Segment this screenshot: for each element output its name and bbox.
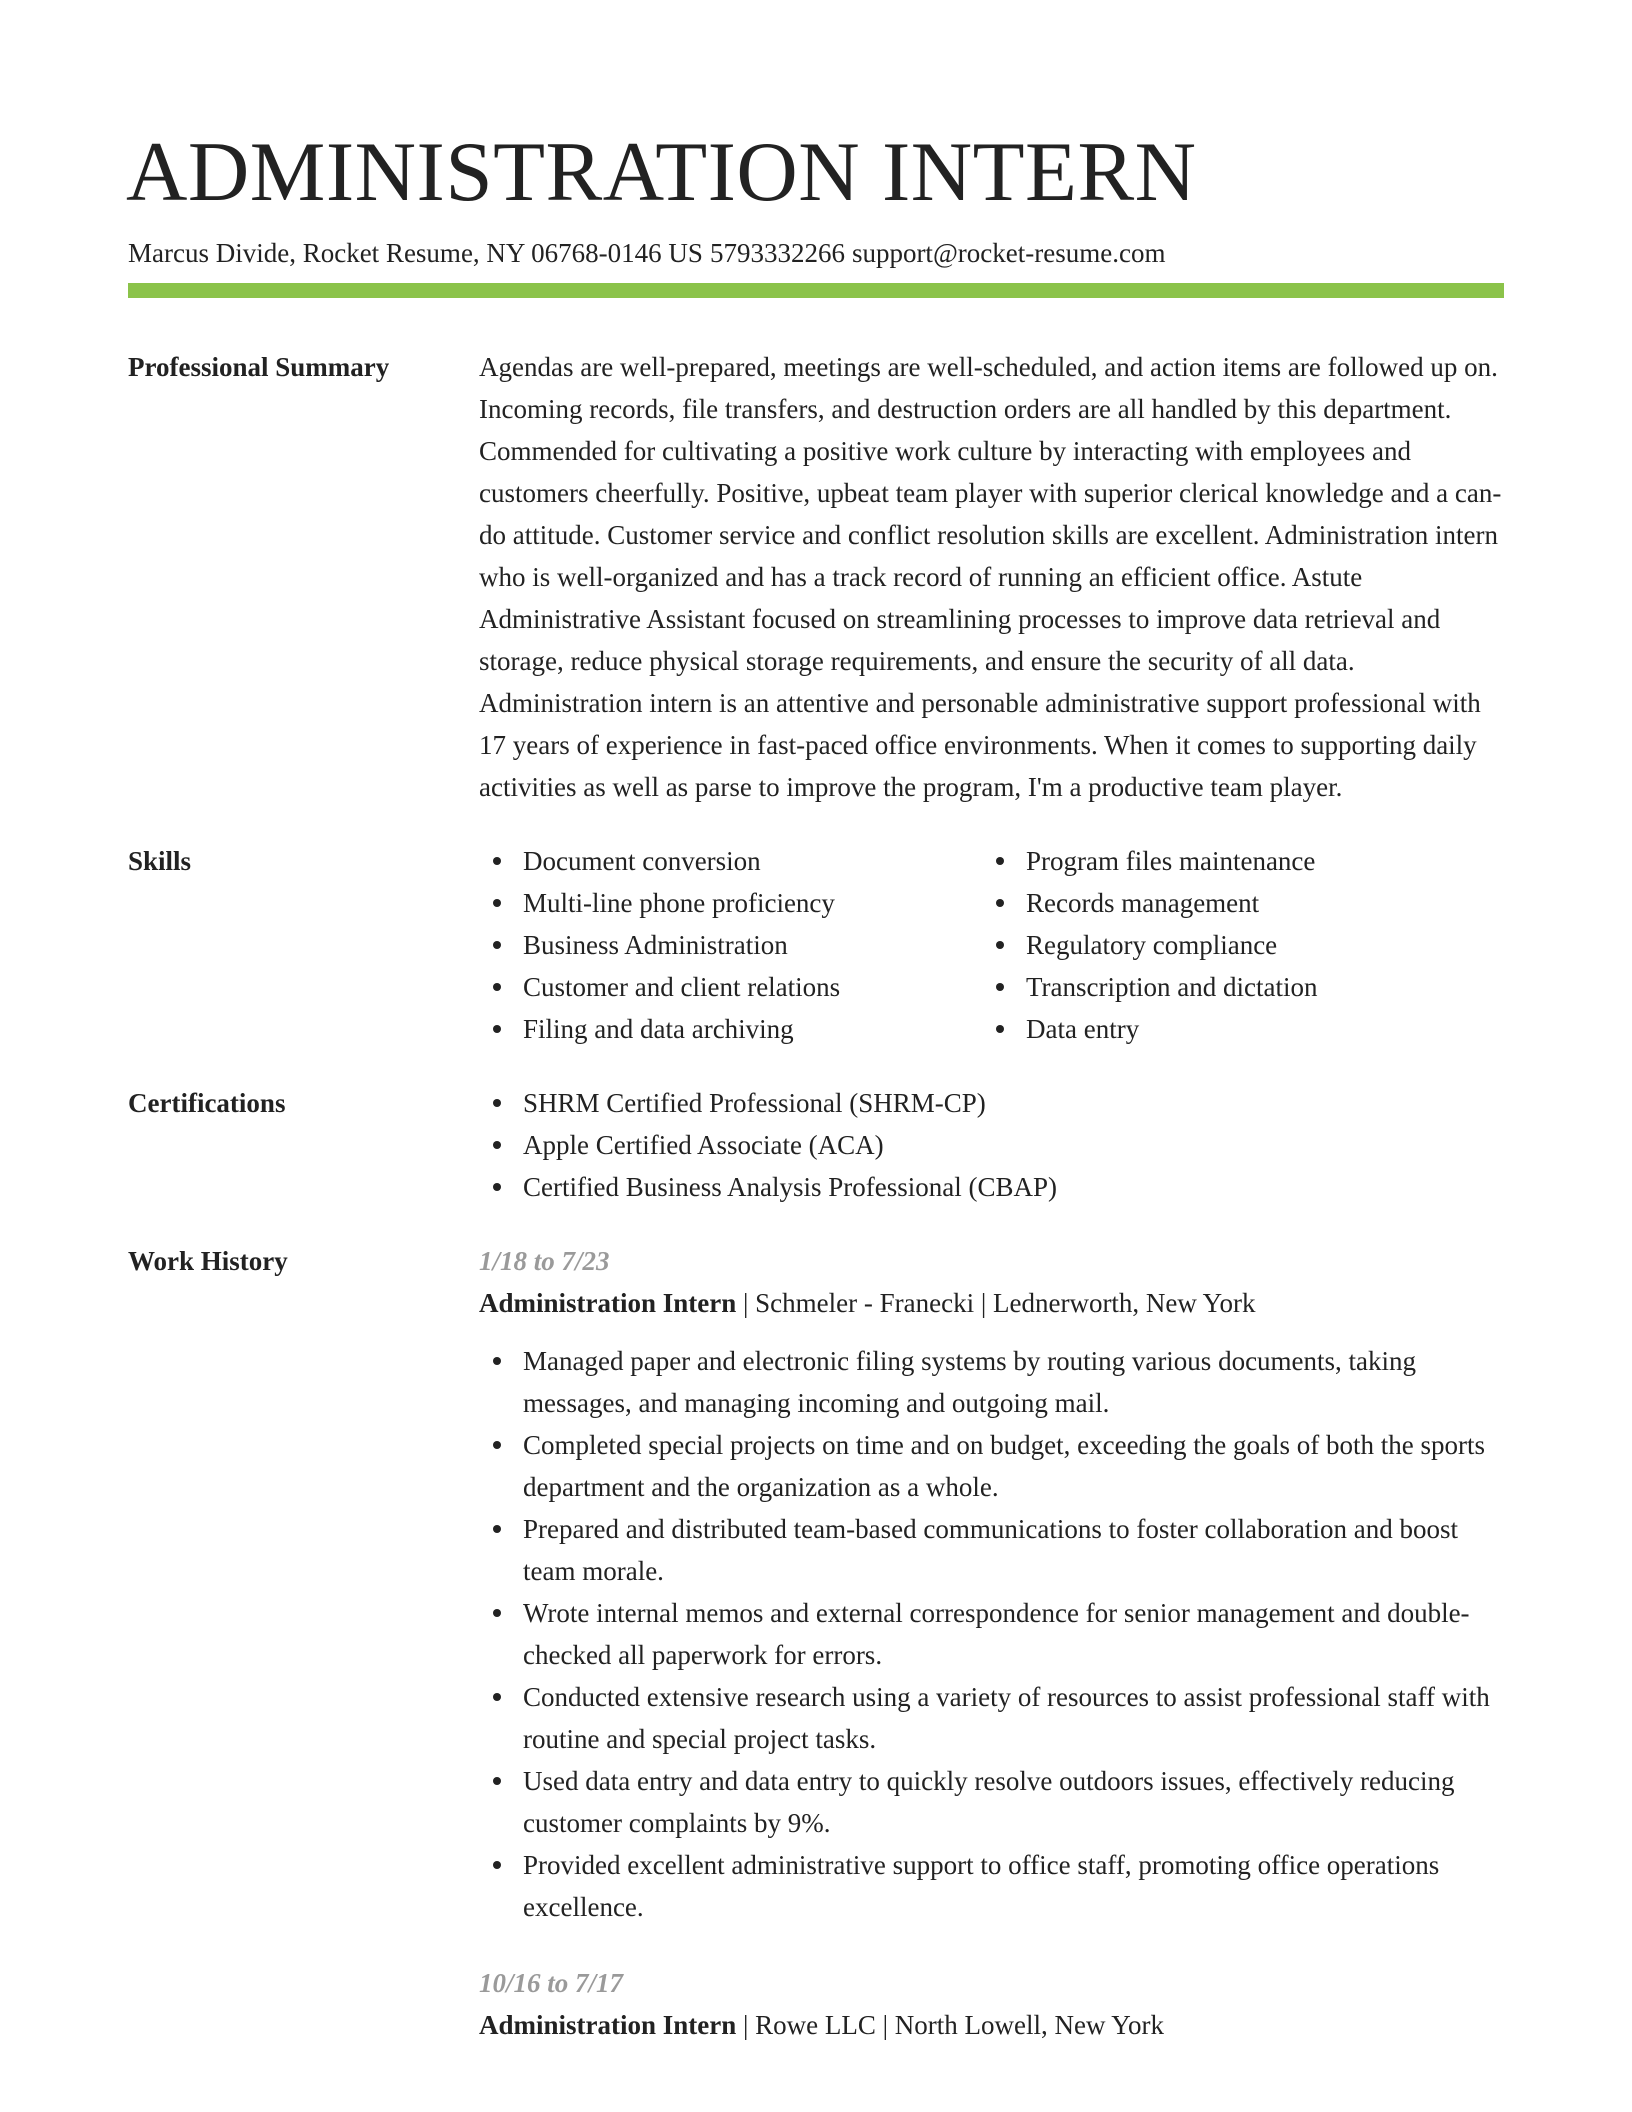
job-entry xyxy=(479,1240,1504,1928)
skill-item xyxy=(1026,840,1485,882)
certifications-heading: Certifications xyxy=(128,1088,286,1118)
skill-item xyxy=(523,1008,982,1050)
job-bullet xyxy=(523,1844,1504,1928)
bullet-dot-icon xyxy=(493,941,501,949)
skill-item-text: Customer and client relations xyxy=(523,972,841,1002)
job-dates: 1/18 to 7/23 xyxy=(479,1246,610,1276)
skill-item-text: Program files maintenance xyxy=(1026,846,1316,876)
job-entry xyxy=(479,1962,1504,2046)
job-title: Administration Intern xyxy=(479,2010,737,2040)
work-history-section xyxy=(128,1240,1504,2046)
bullet-dot-icon xyxy=(493,1099,501,1107)
job-bullet xyxy=(523,1424,1504,1508)
bullet-dot-icon xyxy=(493,983,501,991)
skill-item xyxy=(1026,882,1485,924)
skill-item xyxy=(523,882,982,924)
bullet-dot-icon xyxy=(493,1861,501,1869)
job-bullet-text: Used data entry and data entry to quickly resolve outdoors issues, effectively reducing customer complaints by 9%. xyxy=(523,1766,1455,1838)
bullet-dot-icon xyxy=(493,1693,501,1701)
certification-item-text: Apple Certified Associate (ACA) xyxy=(523,1130,884,1160)
skill-item-text: Multi-line phone proficiency xyxy=(523,888,835,918)
job-title: Administration Intern xyxy=(479,1288,737,1318)
bullet-dot-icon xyxy=(493,1025,501,1033)
job-bullet xyxy=(523,1340,1504,1424)
job-bullet xyxy=(523,1676,1504,1760)
skills-list-left xyxy=(479,840,982,1050)
job-title-line xyxy=(479,2004,1504,2046)
job-bullet xyxy=(523,1592,1504,1676)
job-bullet-text: Completed special projects on time and on budget, exceeding the goals of both the sports department and the organization as a whole. xyxy=(523,1430,1486,1502)
job-bullet-text: Provided excellent administrative support to office staff, promoting office operations excellence. xyxy=(523,1850,1440,1922)
certifications-section xyxy=(128,1082,1504,1208)
summary-heading: Professional Summary xyxy=(128,352,390,382)
skill-item-text: Document conversion xyxy=(523,846,761,876)
job-bullet xyxy=(523,1760,1504,1844)
work-history-heading: Work History xyxy=(128,1246,288,1276)
work-history-jobs xyxy=(479,1240,1504,2046)
contact-email: support@rocket-resume.com xyxy=(851,238,1166,268)
job-dates: 10/16 to 7/17 xyxy=(479,1968,624,1998)
contact-name-location: Marcus Divide, Rocket Resume, NY 06768-0146 US xyxy=(128,238,703,268)
skill-item xyxy=(1026,924,1485,966)
certification-item xyxy=(523,1166,1504,1208)
skill-item-text: Data entry xyxy=(1026,1014,1140,1044)
bullet-dot-icon xyxy=(996,983,1004,991)
certifications-list xyxy=(479,1082,1504,1208)
summary-section xyxy=(128,346,1504,808)
skill-item xyxy=(523,840,982,882)
certification-item xyxy=(523,1082,1504,1124)
certification-item-text: Certified Business Analysis Professional (CBAP) xyxy=(523,1172,1057,1202)
bullet-dot-icon xyxy=(996,941,1004,949)
skill-item-text: Filing and data archiving xyxy=(523,1014,794,1044)
contact-line xyxy=(128,235,1504,271)
bullet-dot-icon xyxy=(493,1777,501,1785)
skill-item-text: Transcription and dictation xyxy=(1026,972,1318,1002)
skill-item-text: Business Administration xyxy=(523,930,788,960)
bullet-dot-icon xyxy=(493,1357,501,1365)
bullet-dot-icon xyxy=(493,1441,501,1449)
bullet-dot-icon xyxy=(996,1025,1004,1033)
skills-section xyxy=(128,840,1504,1050)
bullet-dot-icon xyxy=(493,1141,501,1149)
bullet-dot-icon xyxy=(493,1609,501,1617)
resume-title: ADMINISTRATION INTERN xyxy=(126,125,1197,219)
job-bullet xyxy=(523,1508,1504,1592)
job-bullet-text: Wrote internal memos and external correspondence for senior management and double-checked all paperwork for errors. xyxy=(523,1598,1470,1670)
accent-divider xyxy=(128,283,1504,298)
bullet-dot-icon xyxy=(493,899,501,907)
skills-column-right xyxy=(982,840,1485,1050)
bullet-dot-icon xyxy=(493,1183,501,1191)
certification-item xyxy=(523,1124,1504,1166)
bullet-dot-icon xyxy=(493,1525,501,1533)
skill-item-text: Regulatory compliance xyxy=(1026,930,1278,960)
summary-text: Agendas are well-prepared, meetings are well-scheduled, and action items are followed up on. Incoming records, file transfers, and destruction orders are all handled by this department. Commended for cultivating a positive work culture by interacting with employees and customers cheerfully. Positive, upbeat team player with superior clerical knowledge and a can-do attitude. Customer service and conflict resolution skills are excellent. Administration intern who is well-organized and has a track record of running an efficient office. Astute Administrative Assistant focused on streamlining processes to improve data retrieval and storage, reduce physical storage requirements, and ensure the security of all data. Administration intern is an attentive and personable administrative support professional with 17 years of experience in fast-paced office environments. When it comes to supporting daily activities as well as parse to improve the program, I'm a productive team player. xyxy=(479,352,1502,802)
job-bullets xyxy=(479,1340,1504,1928)
skill-item xyxy=(523,966,982,1008)
skill-item xyxy=(523,924,982,966)
skill-item-text: Records management xyxy=(1026,888,1260,918)
bullet-dot-icon xyxy=(996,899,1004,907)
skills-column-left xyxy=(479,840,982,1050)
skills-list-right xyxy=(982,840,1485,1050)
job-bullet-text: Managed paper and electronic filing systems by routing various documents, taking messages, and managing incoming and outgoing mail. xyxy=(523,1346,1417,1418)
job-employer-location: | Rowe LLC | North Lowell, New York xyxy=(736,2010,1165,2040)
bullet-dot-icon xyxy=(493,857,501,865)
skill-item xyxy=(1026,966,1485,1008)
skill-item xyxy=(1026,1008,1485,1050)
job-employer-location: | Schmeler - Franecki | Lednerworth, New York xyxy=(736,1288,1256,1318)
job-bullet-text: Prepared and distributed team-based communications to foster collaboration and boost team morale. xyxy=(523,1514,1458,1586)
bullet-dot-icon xyxy=(996,857,1004,865)
certification-item-text: SHRM Certified Professional (SHRM-CP) xyxy=(523,1088,986,1118)
job-bullet-text: Conducted extensive research using a variety of resources to assist professional staff with routine and special project tasks. xyxy=(523,1682,1490,1754)
skills-heading: Skills xyxy=(128,846,192,876)
contact-phone: 5793332266 xyxy=(709,238,845,268)
job-title-line xyxy=(479,1282,1504,1324)
